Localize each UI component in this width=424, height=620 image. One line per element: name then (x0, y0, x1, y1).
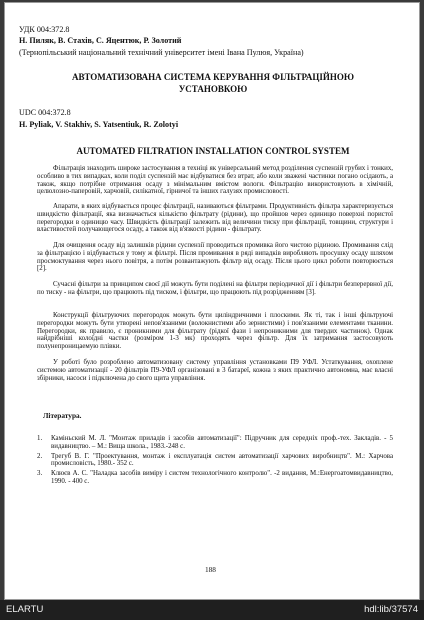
reference-number: 2. (37, 452, 43, 460)
paragraph-2: Апарати, в яких відбувається процес фільтрації, називаються фільтрами. Продуктивність фільтра характеризується швидкістю фільтрації, яка визначається кількістю фільтрату (рідини), що пройшов через одиницю поверхні пористої перегородки в одиницю часу. Швидкість фільтрації залежить від величини тиску при фільтрації, товщини, структури і властивостей получающегося осаду, а також від в'язкості рідини - фільтрату. (37, 203, 393, 234)
reference-text: Каміньский М. Л. "Монтаж приладів і засобів автоматизації": Підручник для середніх проф.-тех. Закладів. - 5 видавництво. – М.: Вища школа., 1983.-248 с. (51, 435, 393, 450)
reference-number: 1. (37, 435, 43, 442)
reference-item (37, 435, 393, 451)
udc-en: UDC 004:372.8 (19, 108, 71, 117)
paragraph-4: Сучасні фільтри за принципом своєї дії можуть бути поділені на фільтри періодичної дії і фільтри безперервної дії, по тиску - на фільтри, що працюють під тиском, і фільтри, що працюють під розрідженням [3]. (37, 281, 393, 296)
footer-handle-link[interactable]: hdl:lib/37574 (364, 604, 418, 615)
title-ua-line2: УСТАНОВКОЮ (178, 84, 248, 94)
reference-item (37, 453, 393, 469)
paragraph-6: У роботі було розроблено автоматизовану систему управління установками П9 УФЛ. Устаткування, охоплене системою автоматизації - 20 фільтрів П9-УФЛ організовані в 3 батареї, кожна з яких практично автономна, має власні збірники, насоси і підключена до свого щита управління. (37, 359, 393, 382)
references-heading: Література. (43, 411, 82, 420)
title-en: AUTOMATED FILTRATION INSTALLATION CONTROL SYSTEM (76, 146, 350, 156)
authors-ua: Н. Пиляк, В. Стахів, С. Яцентюк, Р. Золотий (19, 36, 182, 45)
reference-item (37, 470, 393, 486)
reference-text: Клюєв А. С. "Наладка засобів виміру і систем технологічного контролю". -2 видання, М.:Енергоатомвидавництво, 1990. - 400 с. (51, 470, 393, 485)
footer-repository-name: ELARTU (6, 604, 44, 615)
udc-ua: УДК 004:372.8 (19, 25, 70, 34)
paragraph-1: Фільтрація знаходить широке застосування в техніці як універсальний метод розділення суспензій грубих і тонких, особливо в тих випадках, коли поділ суспензій має відбуватися без втрат, або коли зважені частинки погано осідають, а також, якщо потрібне отримання осаду з мінімальним вмістом вологи. Фільтрацію використовують в хімічній, целюлозно-паперовій, харчовій, силікатної, гірничої та інших галузях промисловості. (37, 165, 393, 196)
page-number: 188 (205, 565, 216, 574)
paragraph-3: Для очищення осаду від залишків рідини суспензії проводиться промивка його чистою рідиною. Промивання слід за фільтрацією і відбувається у тому ж фільтрі. Після промивання в ряді випадків виробляють просушку осаду шляхом просмоктування через нього повітря, а потім розвантажують фільтр від осаду. Після цього цикл роботи повторюється [2]. (37, 242, 393, 273)
title-ua-line1: АВТОМАТИЗОВАНА СИСТЕМА КЕРУВАННЯ ФІЛЬТРАЦІЙНОЮ (72, 72, 354, 82)
reference-text: Трегуб В. Г. "Проектування, монтаж і експлуатація систем автоматизації харчових виробництв". М.: Харчова промисловість, 1980.- 352 с. (51, 452, 393, 468)
page (4, 2, 420, 600)
paragraph-5: Конструкції фільтруючих перегородок можуть бути циліндричними і плоскими. Як ті, так і інші фільтруючі перегородки можуть бути утворені непов'язаними (волокнистими або зернистими) і пов'язаними елементами тканини. Перегородки, як правило, є проникними для фільтрату (рідкої фази і непроникними для твердих частинок). Однак найдрібніші колоїдні частки (розміром 1-3 мк) проходять через фільтр. Для їх затримання застосовують полунепроницаемую плівки. (37, 312, 393, 351)
authors-en: H. Pyliak, V. Stakhiv, S. Yatsentiuk, R. Zolotyi (19, 120, 179, 129)
affiliation-ua: (Тернопільський національний технічний університет імені Івана Пулюя, Україна) (19, 48, 304, 57)
footer-bar (0, 600, 424, 620)
reference-number: 3. (37, 470, 43, 478)
references-list (37, 435, 393, 488)
